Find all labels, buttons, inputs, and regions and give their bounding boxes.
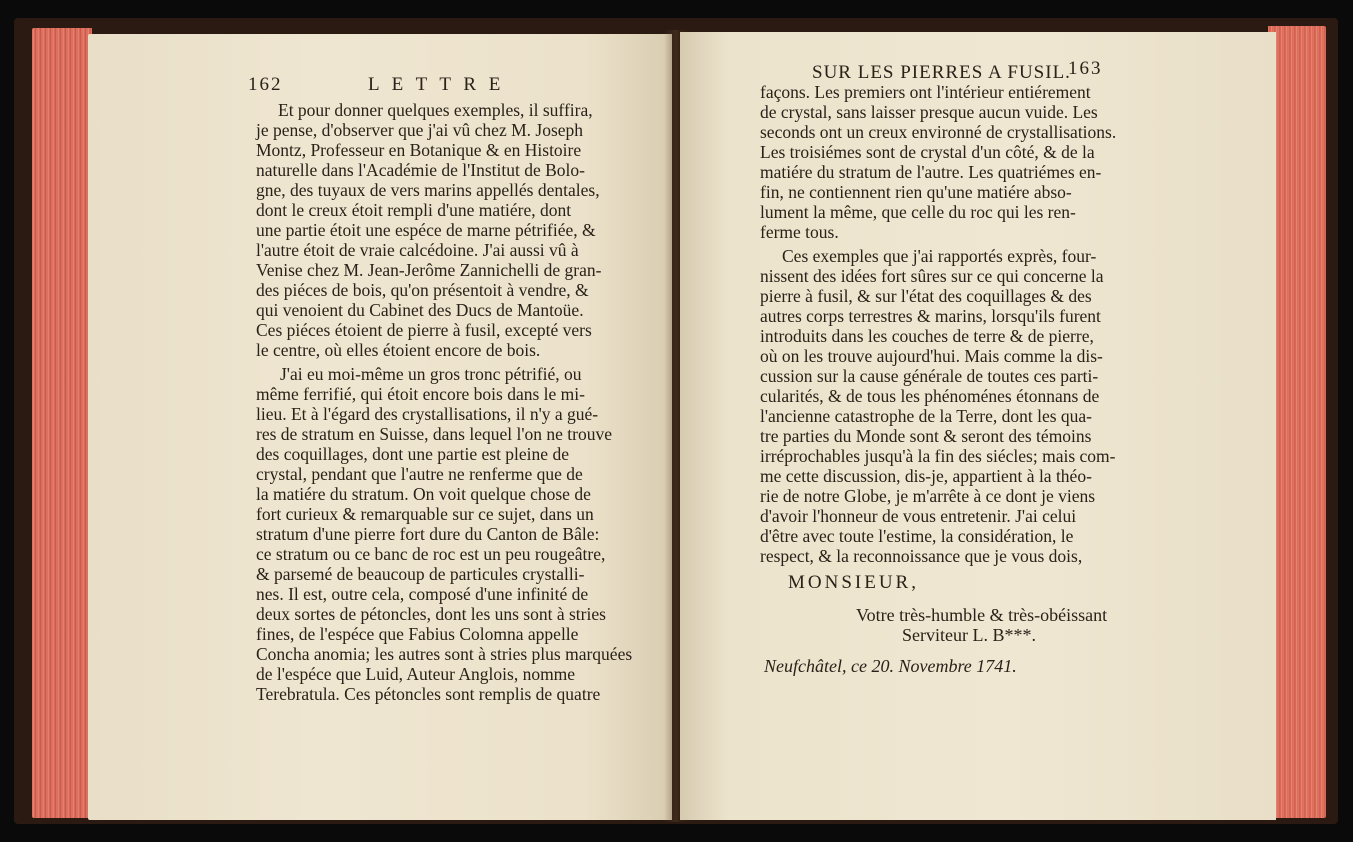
left-line: res de stratum en Suisse, dans lequel l'on ne trouve [256,424,612,444]
closing-line-1: Votre très-humble & très-obéissant [856,605,1108,625]
left-page [88,34,672,820]
left-line: naturelle dans l'Académie de l'Institut de Bolo- [256,160,585,180]
right-line: où on les trouve aujourd'hui. Mais comme la dis- [760,346,1103,366]
right-line: cussion sur la cause générale de toutes ces parti- [760,366,1099,386]
left-line: fines, de l'espéce que Fabius Colomna appelle [256,624,579,644]
left-line: je pense, d'observer que j'ai vû chez M. Joseph [256,120,584,140]
left-line: qui venoient du Cabinet des Ducs de Mantoüe. [256,300,584,320]
right-line: introduits dans les couches de terre & de pierre, [760,326,1094,346]
right-line: tre parties du Monde sont & seront des témoins [760,426,1092,446]
left-line: des coquillages, dont une partie est pleine de [256,444,569,464]
left-line: des piéces de bois, qu'on présentoit à vendre, & [256,280,589,300]
left-line: l'autre étoit de vraie calcédoine. J'ai aussi vû à [256,240,579,260]
right-line: l'ancienne catastrophe de la Terre, dont les qua- [760,406,1093,426]
left-line: Et pour donner quelques exemples, il suffira, [278,100,593,120]
left-line: le centre, où elles étoient encore de bois. [256,340,541,360]
right-line: seconds ont un creux environné de crystallisations. [760,122,1117,142]
left-line: de l'espéce que Luid, Auteur Anglois, nomme [256,664,576,684]
right-line: autres corps terrestres & marins, lorsqu'ils furent [760,306,1101,326]
left-line: Terebratula. Ces pétoncles sont remplis de quatre [256,684,601,704]
right-line: respect, & la reconnoissance que je vous dois, [760,546,1083,566]
left-line: dont le creux étoit rempli d'une matiére, dont [256,200,572,220]
left-line: Concha anomia; les autres sont à stries plus marquées [256,644,633,664]
left-line: deux sortes de pétoncles, dont les uns sont à stries [256,604,606,624]
right-page-edges [1268,26,1326,818]
left-line: J'ai eu moi-même un gros tronc pétrifié, ou [280,364,582,384]
right-line: d'avoir l'honneur de vous entretenir. J'ai celui [760,506,1077,526]
left-line: la matiére du stratum. On voit quelque chose de [256,484,591,504]
left-running-head: L E T T R E [368,74,505,95]
left-line: Montz, Professeur en Botanique & en Histoire [256,140,582,160]
left-line: gne, des tuyaux de vers marins appellés dentales, [256,180,600,200]
right-line: lument la même, que celle du roc qui les ren- [760,202,1076,222]
right-line: Les troisiémes sont de crystal d'un côté, & de la [760,142,1095,162]
right-line: façons. Les premiers ont l'intérieur entiérement [760,82,1091,102]
dateline: Neufchâtel, ce 20. Novembre 1741. [764,656,1017,676]
right-line: ferme tous. [760,222,839,242]
right-line: de crystal, sans laisser presque aucun vuide. Les [760,102,1098,122]
left-line: ce stratum ou ce banc de roc est un peu rougeâtre, [256,544,606,564]
right-page-number: 163 [1068,58,1103,79]
left-line: stratum d'une pierre fort dure du Canton de Bâle: [256,524,600,544]
left-line: même ferrifié, qui étoit encore bois dans le mi- [256,384,585,404]
right-line: me cette discussion, dis-je, appartient à la théo- [760,466,1092,486]
left-line: & parsemé de beaucoup de particules crystalli- [256,564,585,584]
left-line: Venise chez M. Jean-Jerôme Zannichelli de gran- [256,260,602,280]
right-line: fin, ne contiennent rien qu'une matiére abso- [760,182,1072,202]
left-line: crystal, pendant que l'autre ne renferme que de [256,464,583,484]
right-line: nissent des idées fort sûres sur ce qui concerne la [760,266,1104,286]
right-line: rie de notre Globe, je m'arrête à ce dont je viens [760,486,1096,506]
left-line: nes. Il est, outre cela, composé d'une infinité de [256,584,589,604]
left-line: une partie étoit une espéce de marne pétrifiée, & [256,220,596,240]
right-line: irréprochables jusqu'à la fin des siécles; mais com- [760,446,1116,466]
left-line: Ces piéces étoient de pierre à fusil, excepté vers [256,320,592,340]
right-page [680,32,1276,820]
right-line: pierre à fusil, & sur l'état des coquillages & des [760,286,1092,306]
left-page-edges [32,28,92,818]
right-line: Ces exemples que j'ai rapportés exprès, four- [782,246,1097,266]
closing-line-2: Serviteur L. B***. [902,625,1036,645]
left-line: fort curieux & remarquable sur ce sujet, dans un [256,504,594,524]
left-line: lieu. Et à l'égard des crystallisations, il n'y a gué- [256,404,599,424]
right-running-head: SUR LES PIERRES A FUSIL. [812,62,1071,83]
right-line: cularités, & de tous les phénoménes étonnans de [760,386,1100,406]
left-page-number: 162 [248,74,283,95]
salutation: MONSIEUR, [788,572,919,593]
right-line: matiére du stratum de l'autre. Les quatriémes en- [760,162,1102,182]
right-line: d'être avec toute l'estime, la considération, le [760,526,1074,546]
